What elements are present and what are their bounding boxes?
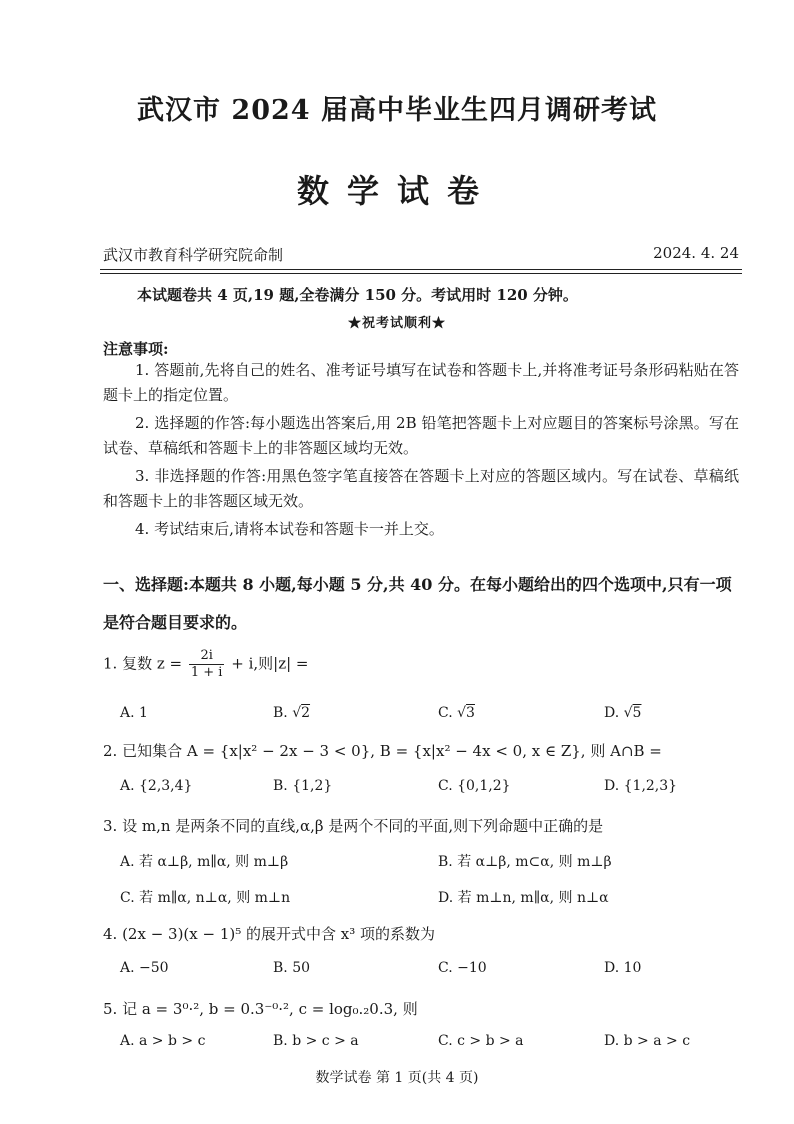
header-rule-top	[100, 269, 742, 270]
question-3-stem: 3. 设 m,n 是两条不同的直线,α,β 是两个不同的平面,则下列命题中正确的是	[103, 817, 604, 835]
q4-option-a: A. −50	[120, 960, 169, 976]
q1-option-a: A. 1	[120, 705, 148, 721]
header-rule-bottom	[100, 273, 742, 274]
q5-option-d: D. b > a > c	[604, 1033, 691, 1049]
note-item: 1. 答题前,先将自己的姓名、准考证号填写在试卷和答题卡上,并将准考证号条形码粘贴在答题卡上的指定位置。	[103, 361, 739, 404]
q1-stem-suffix: + i,则|z| =	[231, 654, 309, 673]
q5-option-c: C. c > b > a	[438, 1033, 524, 1049]
good-luck-line: ★祝考试顺利★	[347, 316, 446, 331]
question-1-stem	[103, 648, 309, 681]
q1-option-d: D. √5	[604, 705, 642, 721]
note-item: 2. 选择题的作答:每小题选出答案后,用 2B 铅笔把答题卡上对应题目的答案标号涂黑。写在试卷、草稿纸和答题卡上的非答题区域均无效。	[103, 414, 739, 457]
q1-fraction-denominator: 1 + i	[190, 665, 223, 680]
q2-option-b: B. {1,2}	[273, 778, 333, 794]
q4-option-d: D. 10	[604, 960, 642, 976]
section-heading: 一、选择题:本题共 8 小题,每小题 5 分,共 40 分。在每小题给出的四个选项中,只有一项是符合题目要求的。	[103, 575, 732, 632]
org-row	[103, 244, 739, 265]
q2-option-c: C. {0,1,2}	[438, 778, 511, 794]
q4-option-c: C. −10	[438, 960, 487, 976]
q2-option-a: A. {2,3,4}	[120, 778, 193, 794]
notes-heading: 注意事项:	[103, 340, 169, 358]
note-item: 4. 考试结束后,请将本试卷和答题卡一并上交。	[135, 520, 444, 538]
org-name: 武汉市教育科学研究院命制	[103, 246, 284, 264]
question-3-options-row2	[120, 887, 680, 907]
question-5-options	[120, 1033, 691, 1053]
question-3-options-row1	[120, 851, 680, 871]
question-5-stem: 5. 记 a = 3⁰·², b = 0.3⁻⁰·², c = log₀.₂0.3, 则	[103, 1000, 418, 1018]
exam-date: 2024. 4. 24	[653, 244, 739, 262]
page-footer: 数学试卷 第 1 页(共 4 页)	[315, 1070, 479, 1086]
question-1-options	[120, 705, 680, 725]
question-4-stem: 4. (2x − 3)(x − 1)⁵ 的展开式中含 x³ 项的系数为	[103, 925, 436, 943]
q1-option-b: B. √2	[273, 705, 311, 721]
q4-option-b: B. 50	[273, 960, 311, 976]
exam-title: 武汉市 2024 届高中毕业生四月调研考试	[137, 95, 657, 126]
question-2-stem: 2. 已知集合 A = {x|x² − 2x − 3 < 0}, B = {x|x² − 4x < 0, x ∈ Z}, 则 A∩B =	[103, 742, 662, 760]
q3-option-c: C. 若 m∥α, n⊥α, 则 m⊥n	[120, 890, 291, 906]
q3-option-b: B. 若 α⊥β, m⊂α, 则 m⊥β	[438, 854, 612, 870]
q1-fraction-numerator: 2i	[189, 648, 225, 665]
q1-stem-prefix: 1. 复数 z =	[103, 654, 183, 673]
q5-option-a: A. a > b > c	[120, 1033, 206, 1049]
q3-option-a: A. 若 α⊥β, m∥α, 则 m⊥β	[120, 854, 289, 870]
q5-option-b: B. b > c > a	[273, 1033, 359, 1049]
q1-option-c: C. √3	[438, 705, 475, 721]
q2-option-d: D. {1,2,3}	[604, 778, 678, 794]
exam-subtitle: 数学试卷	[296, 172, 497, 210]
q3-option-d: D. 若 m⊥n, m∥α, 则 n⊥α	[438, 890, 609, 906]
question-2-options	[120, 778, 680, 798]
exam-intro: 本试题卷共 4 页,19 题,全卷满分 150 分。考试用时 120 分钟。	[137, 286, 578, 304]
note-item: 3. 非选择题的作答:用黑色签字笔直接答在答题卡上对应的答题区域内。写在试卷、草稿纸和答题卡上的非答题区域无效。	[103, 467, 739, 510]
q1-fraction	[189, 648, 225, 681]
question-4-options	[120, 960, 680, 980]
